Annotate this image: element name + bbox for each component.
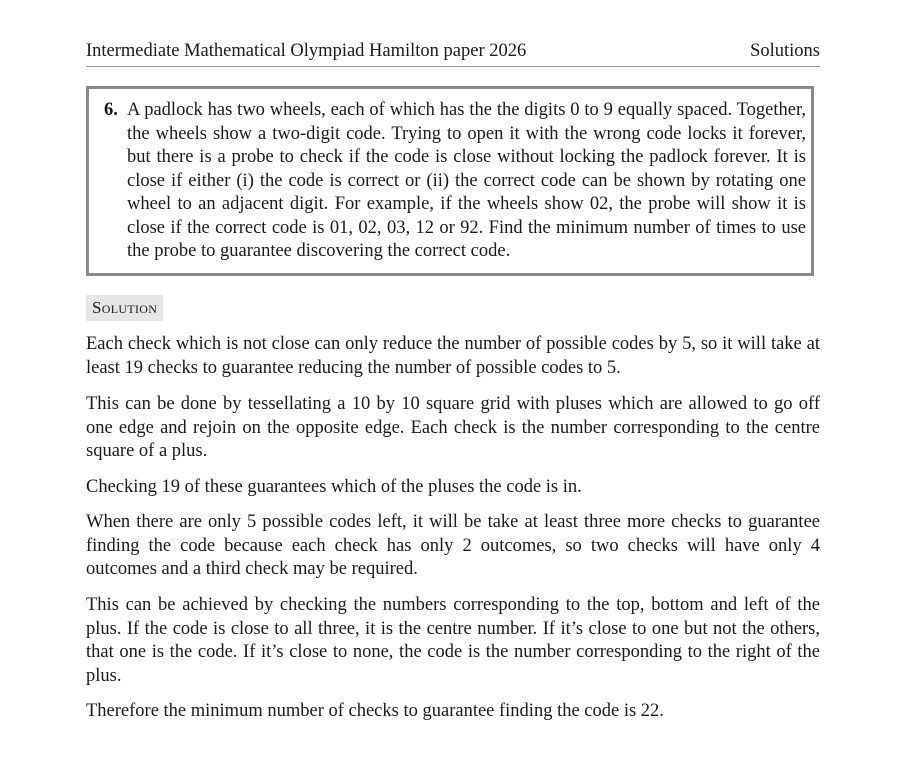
solution-paragraph: Each check which is not close can only reduce the number of possible codes by 5, so it will take at least 19 checks to guarantee reducing the number of possible codes to 5.: [86, 334, 820, 378]
solution-paragraph: When there are only 5 possible codes left, it will be take at least three more checks to guarantee finding the code because each check has only 2 outcomes, so two checks will have only 4 outcomes and a third check may be required.: [86, 512, 820, 579]
problem-number: 6.: [104, 100, 118, 120]
solution-paragraph: This can be done by tessellating a 10 by 10 square grid with pluses which are allowed to go off one edge and rejoin on the opposite edge. Each check is the number corresponding to the centre square of a plus.: [86, 394, 820, 461]
section-label: Solutions: [750, 41, 820, 61]
solution-heading: Solution: [86, 295, 163, 321]
solution-paragraph: This can be achieved by checking the numbers corresponding to the top, bottom and left of the plus. If the code is close to all three, it is the centre number. If it’s close to one but not the others, that one is the code. If it’s close to none, the code is the number corresponding to the right of the plus.: [86, 595, 820, 686]
problem-statement: A padlock has two wheels, each of which has the the digits 0 to 9 equally spaced. Together, the wheels show a two-digit code. Trying to open it with the wrong code locks it forever, but there is a probe to check if the code is close without locking the padlock forever. It is close if either (i) the code is correct or (ii) the correct code can be shown by rotating one wheel to an adjacent digit. For example, if the wheels show 02, the probe will show it is close if the correct code is 01, 02, 03, 12 or 92. Find the minimum number of times to use the probe to guarantee discovering the correct code.: [127, 100, 806, 261]
paper-title: Intermediate Mathematical Olympiad Hamilton paper 2026: [86, 41, 527, 61]
solution-conclusion: Therefore the minimum number of checks to guarantee finding the code is 22.: [86, 701, 664, 721]
problem-box: [86, 86, 814, 276]
page-header: [86, 40, 820, 67]
solution-paragraph: Checking 19 of these guarantees which of the pluses the code is in.: [86, 477, 582, 497]
